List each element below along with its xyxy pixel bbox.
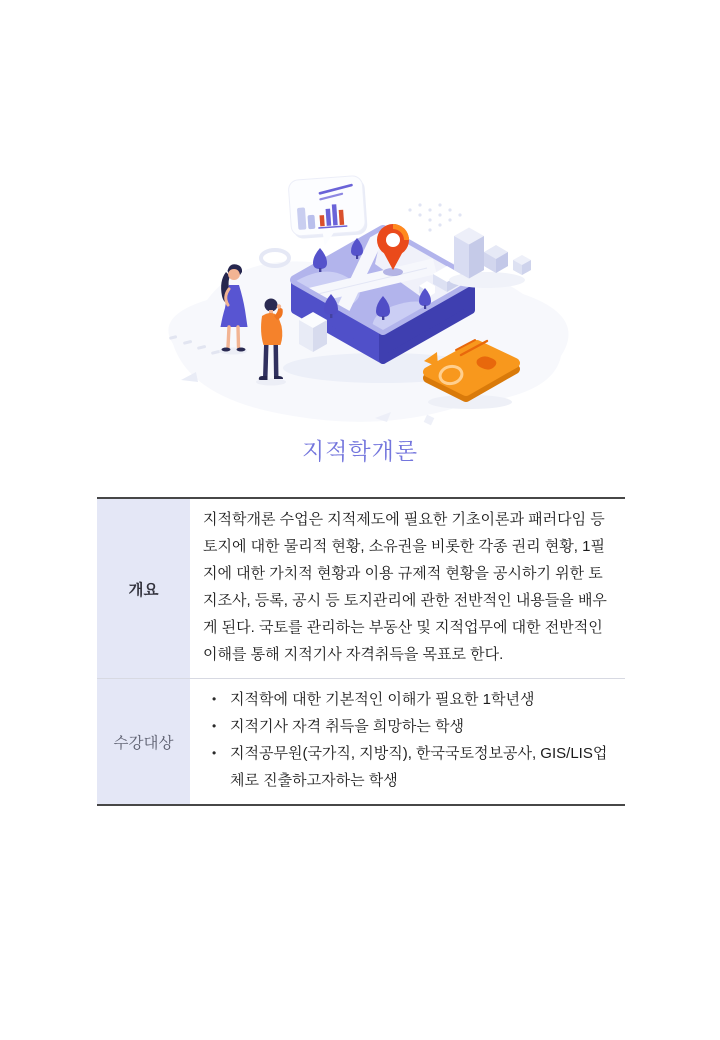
list-item [203, 713, 615, 740]
table-row-overview [97, 498, 625, 679]
isometric-map-illustration-icon [125, 148, 595, 440]
list-item-text: 지적학에 대한 기본적인 이해가 필요한 1학년생 [230, 691, 535, 708]
course-illustration [125, 148, 595, 440]
row-label-overview: 개요 [97, 498, 190, 679]
audience-text-cell [190, 679, 625, 806]
row-label-audience: 수강대상 [97, 679, 190, 806]
audience-bullet-list [203, 686, 615, 794]
dot-grid-decoration [408, 203, 461, 231]
table-row-audience [97, 679, 625, 806]
list-item [203, 740, 615, 794]
overview-paragraph: 지적학개론 수업은 지적제도에 필요한 기초이론과 패러다임 등 토지에 대한 물리적 현황, 소유권을 비롯한 각종 권리 현황, 1필지에 대한 가치적 현황과 이용 규제적 현황을 공시하기 위한 토지조사, 등록, 공시 등 토지관리에 관한 전반적인 내용들을 배우게 된다. 국토를 관리하는 부동산 및 지적업무에 대한 전반적인 이해를 통해 지적기사 자격취득을 목표로 한다. [203, 511, 607, 663]
bullet-icon: • [212, 719, 217, 733]
page-title: 지적학개론 [301, 438, 419, 464]
list-item-text: 지적기사 자격 취득을 희망하는 학생 [230, 718, 465, 735]
list-item-text: 지적공무원(국가직, 지방직), 한국국토정보공사, GIS/LIS업체로 진출하고자하는 학생 [230, 745, 608, 789]
list-item [203, 686, 615, 713]
white-cube-icon [299, 312, 327, 352]
buildings-icon [449, 228, 531, 289]
course-info-table [97, 497, 625, 806]
bullet-icon: • [212, 692, 217, 706]
speech-bubble-chart-icon [288, 175, 369, 248]
overview-text-cell [190, 498, 625, 679]
bullet-icon: • [212, 746, 217, 760]
